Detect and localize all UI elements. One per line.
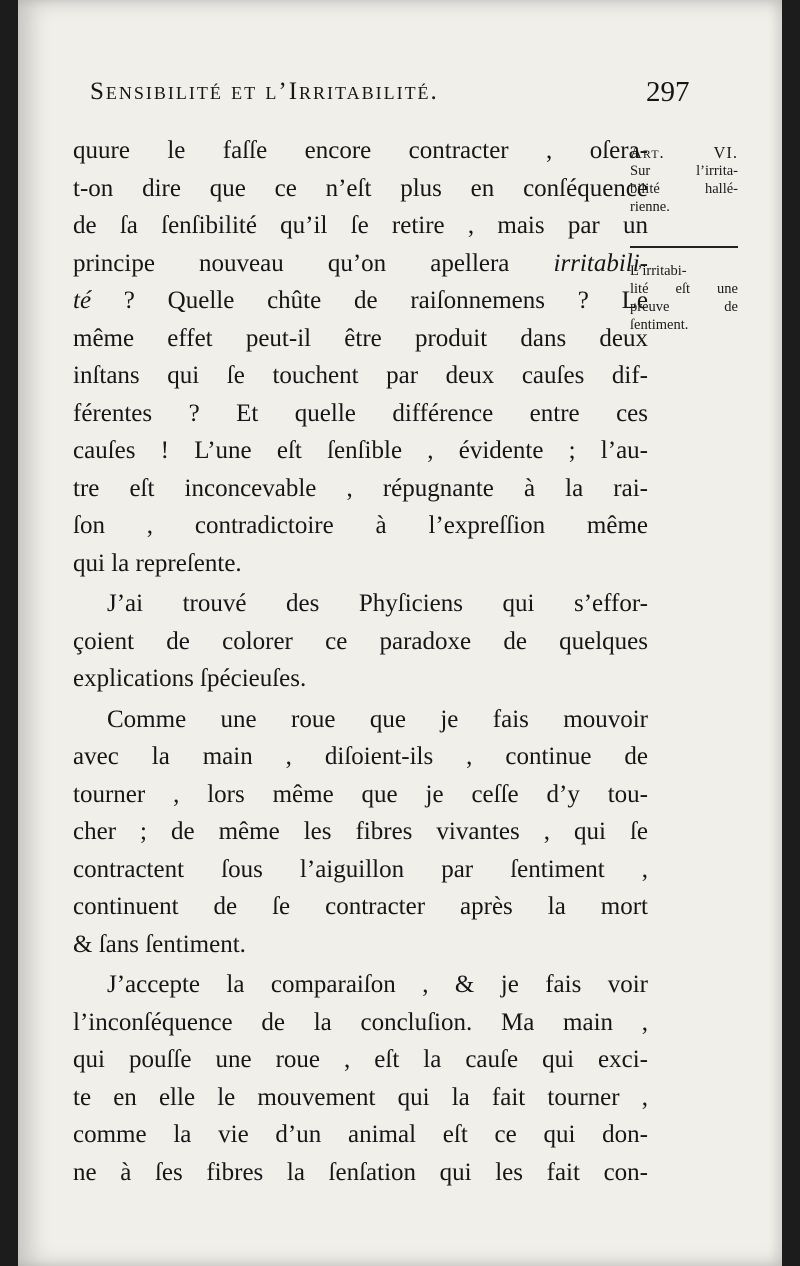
text-line: ſon , contradictoire à l’expreſſion même xyxy=(73,512,648,539)
margin-note-line: Sur l’irrita- xyxy=(630,163,738,179)
body-text xyxy=(73,132,648,1191)
text-line: cher ; de même les fibres vivantes , qui ſe xyxy=(73,818,648,845)
margin-note-line: lité eſt une xyxy=(630,281,738,297)
text-line: té ? Quelle chûte de raiſonnemens ? Le xyxy=(73,287,648,314)
text-line: inſtans qui ſe touchent par deux cauſes dif- xyxy=(73,362,648,389)
text-line: t-on dire que ce n’eſt plus en conſéquence xyxy=(73,174,648,202)
page-number: 297 xyxy=(646,76,690,108)
margin-note-divider xyxy=(630,246,738,248)
book-page xyxy=(18,0,782,1266)
margin-note-line: rienne. xyxy=(630,199,670,215)
text-line: principe nouveau qu’on apellera irritabili- xyxy=(73,249,648,277)
text-line: contractent ſous l’aiguillon par ſentiment , xyxy=(73,855,648,883)
text-line: comme la vie d’un animal eſt ce qui don- xyxy=(73,1121,648,1148)
text-line: J’ai trouvé des Phyſiciens qui s’effor- xyxy=(107,590,648,617)
margin-note-line: L’irritabi- xyxy=(630,263,687,279)
text-line: tre eſt inconcevable , répugnante à la rai- xyxy=(73,474,648,502)
text-line: çoient de colorer ce paradoxe de quelques xyxy=(73,627,648,655)
margin-note-line: Art. VI. xyxy=(630,143,738,162)
text-line: continuent de ſe contracter après la mort xyxy=(73,893,648,920)
margin-note-article xyxy=(630,144,738,216)
text-line: cauſes ! L’une eſt ſenſible , évidente ; l’au- xyxy=(73,437,648,464)
margin-note-line: ſentiment. xyxy=(630,317,689,333)
text-line: de ſa ſenſibilité qu’il ſe retire , mais par un xyxy=(73,212,648,239)
text-line: l’inconſéquence de la concluſion. Ma main , xyxy=(73,1008,648,1036)
margin-note-summary xyxy=(630,262,738,334)
text-line: férentes ? Et quelle différence entre ces xyxy=(73,399,648,427)
text-line: quure le faſſe encore contracter , oſera- xyxy=(73,137,648,164)
text-line: ne à ſes fibres la ſenſation qui les fait con- xyxy=(73,1158,648,1186)
margin-note-line: bilité hallé- xyxy=(630,181,738,197)
text-line: avec la main , diſoient-ils , continue de xyxy=(73,743,648,770)
text-line: & ſans ſentiment. xyxy=(73,930,246,958)
text-line: qui la repreſente. xyxy=(73,549,242,577)
text-line: te en elle le mouvement qui la fait tourner , xyxy=(73,1083,648,1111)
text-line: J’accepte la comparaiſon , & je fais voir xyxy=(107,971,648,998)
margin-note-line: preuve de xyxy=(630,299,738,315)
text-line: tourner , lors même que je ceſſe d’y tou- xyxy=(73,780,648,808)
text-line: même effet peut-il être produit dans deux xyxy=(73,324,648,352)
running-head xyxy=(90,76,690,114)
running-head-title: Sensibilité et l’Irritabilité. xyxy=(90,78,439,105)
text-line: explications ſpécieuſes. xyxy=(73,665,307,692)
text-line: qui pouſſe une roue , eſt la cauſe qui exci- xyxy=(73,1046,648,1073)
text-line: Comme une roue que je fais mouvoir xyxy=(107,705,648,733)
